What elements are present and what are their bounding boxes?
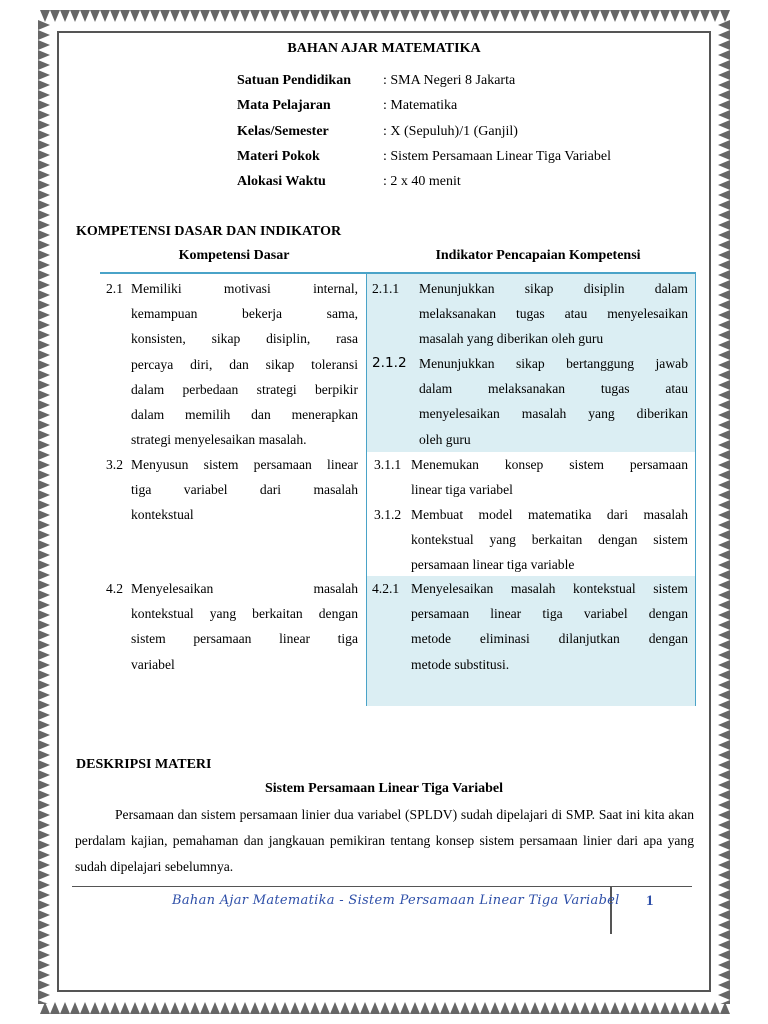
desc-paragraph-text: Persamaan dan sistem persamaan linier dua variabel (SPLDV) sudah dipelajari di SMP. Saat ini kita akan perdalam kajian, pemahaman dan jangkauan pemikiran tentang konsep sistem persamaan linier dari apa yang sudah dipelajari sebelumnya.	[75, 807, 694, 874]
meta-value: : X (Sepuluh)/1 (Ganjil)	[383, 124, 518, 139]
indikator-line: Membuat model matematika dari masalah	[411, 507, 688, 522]
kd-line: variabel	[131, 656, 175, 672]
indikator-line: persamaan linear tiga variable	[411, 557, 575, 573]
indikator-line: persamaan linear tiga variabel dengan	[411, 606, 688, 622]
table-right-border	[695, 272, 696, 706]
indikator-line: Menunjukkan sikap bertanggung jawab	[419, 356, 688, 371]
indikator-number: 2.1.1	[372, 281, 400, 296]
border-triangles-right	[714, 0, 732, 1024]
meta-label: Materi Pokok	[237, 149, 320, 164]
kd-table	[100, 272, 696, 706]
border-triangles-bottom	[0, 998, 768, 1016]
desc-paragraph	[75, 802, 694, 880]
kd-line: sistem persamaan linear tiga	[131, 631, 358, 647]
kd-line: percaya diri, dan sikap toleransi	[131, 356, 358, 372]
indikator-number: 2.1.2	[372, 355, 407, 371]
meta-value: : 2 x 40 menit	[383, 174, 461, 189]
desc-subtitle: Sistem Persamaan Linear Tiga Variabel	[264, 781, 503, 796]
kd-line: dalam memilih dan menerapkan	[131, 407, 358, 422]
desc-heading: DESKRIPSI MATERI	[76, 757, 212, 772]
footer-text: Bahan Ajar Matematika - Sistem Persamaan Linear Tiga Variabel	[172, 893, 620, 908]
kd-number: 3.2	[106, 457, 123, 472]
kd-heading: KOMPETENSI DASAR DAN INDIKATOR	[76, 224, 342, 239]
kd-line: Menyusun sistem persamaan linear	[131, 457, 358, 472]
indikator-number: 3.1.2	[374, 507, 402, 522]
indikator-number: 3.1.1	[374, 457, 402, 472]
meta-label: Mata Pelajaran	[237, 98, 331, 113]
indikator-line: metode eliminasi dilanjutkan dengan	[411, 631, 688, 647]
indikator-line: masalah yang diberikan oleh guru	[419, 331, 604, 347]
indikator-line: kontekstual yang berkaitan dengan sistem	[411, 532, 688, 548]
meta-label: Satuan Pendidikan	[237, 73, 351, 88]
indikator-line: melaksanakan tugas atau menyelesaikan	[419, 306, 688, 322]
col-header-kompetensi-dasar: Kompetensi Dasar	[178, 248, 290, 263]
col-header-indikator: Indikator Pencapaian Kompetensi	[435, 248, 641, 263]
kd-line: dalam perbedaan strategi berpikir	[131, 381, 358, 397]
page-number: 1	[646, 893, 654, 909]
meta-label: Kelas/Semester	[237, 124, 329, 139]
footer-rule	[72, 886, 692, 887]
kd-line: tiga variabel dari masalah	[131, 482, 358, 498]
border-triangles-left	[36, 0, 54, 1024]
kd-line: konsisten, sikap disiplin, rasa	[131, 331, 358, 347]
page-title: BAHAN AJAR MATEMATIKA	[287, 41, 481, 56]
table-top-rule	[100, 272, 696, 274]
indikator-number: 4.2.1	[372, 581, 400, 596]
border-triangles-top	[0, 8, 768, 26]
meta-value: : Sistem Persamaan Linear Tiga Variabel	[383, 149, 611, 164]
indikator-line: metode substitusi.	[411, 656, 510, 672]
kd-line: Menyelesaikan masalah	[131, 581, 358, 596]
kd-line: strategi menyelesaikan masalah.	[131, 432, 307, 448]
indikator-line: oleh guru	[419, 431, 471, 447]
table-col-divider	[366, 272, 367, 706]
indikator-line: menyelesaikan masalah yang diberikan	[419, 406, 688, 422]
kd-line: kemampuan bekerja sama,	[131, 306, 358, 322]
kd-line: kontekstual	[131, 507, 194, 523]
indikator-line: linear tiga variabel	[411, 482, 513, 498]
meta-value: : SMA Negeri 8 Jakarta	[383, 73, 516, 88]
indikator-line: Menyelesaikan masalah kontekstual sistem	[411, 581, 688, 596]
kd-line: Memiliki motivasi internal,	[131, 281, 358, 296]
kd-number: 4.2	[106, 581, 123, 596]
indikator-line: dalam melaksanakan tugas atau	[419, 381, 688, 397]
kd-line: kontekstual yang berkaitan dengan	[131, 606, 358, 622]
indikator-line: Menunjukkan sikap disiplin dalam	[419, 281, 688, 296]
indikator-line: Menemukan konsep sistem persamaan	[411, 457, 688, 472]
kd-number: 2.1	[106, 281, 123, 296]
meta-value: : Matematika	[383, 98, 458, 113]
meta-label: Alokasi Waktu	[237, 174, 326, 189]
